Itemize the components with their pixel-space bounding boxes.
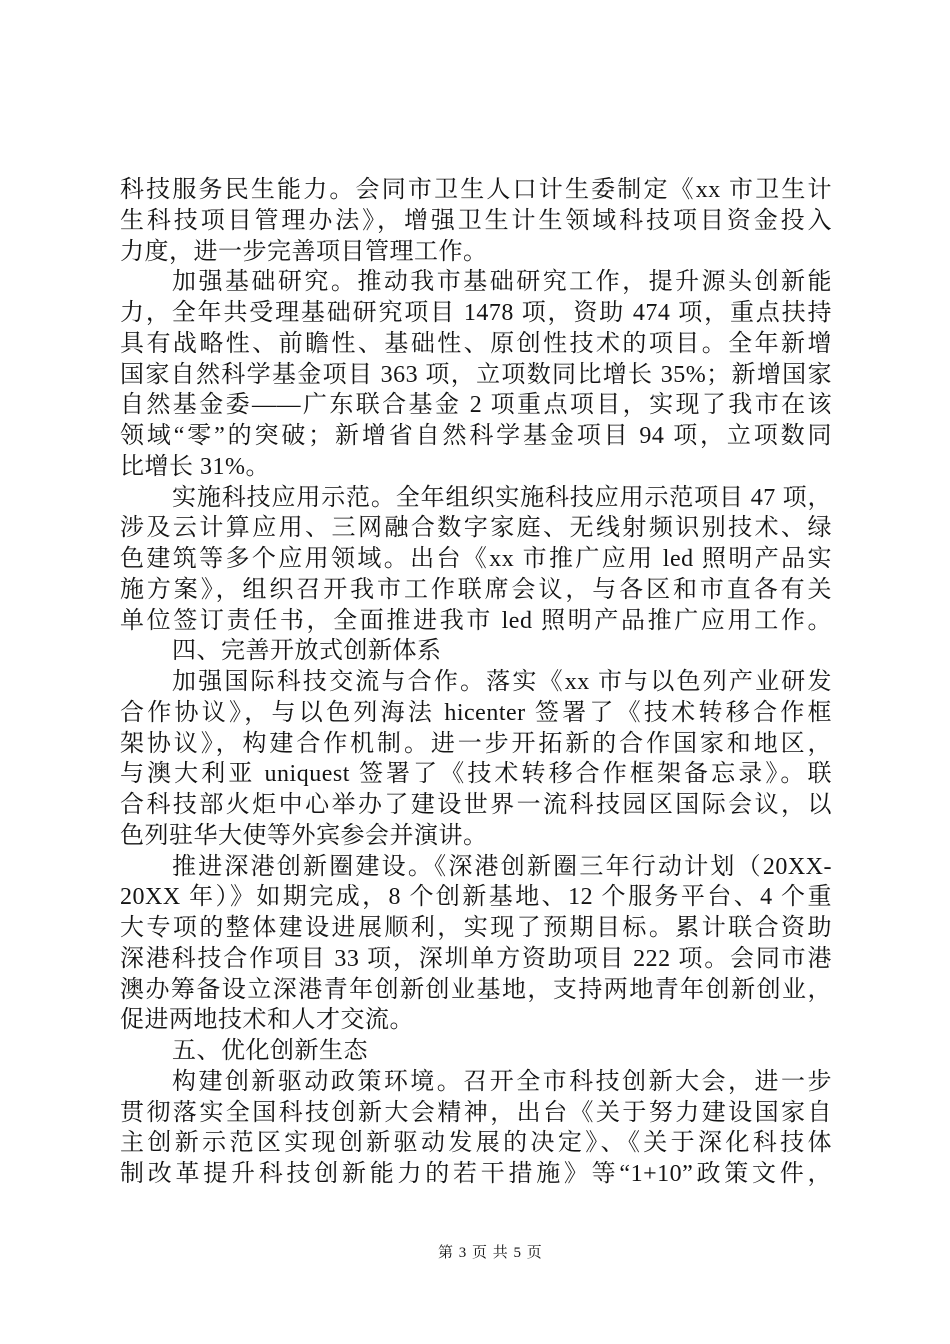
text-line: 合科技部火炬中心举办了建设世界一流科技园区国际会议，以 — [120, 792, 832, 818]
text-line: 力度，进一步完善项目管理工作。 — [120, 238, 488, 265]
text-line: 澳办筹备设立深港青年创新创业基地，支持两地青年创新创业， — [120, 976, 832, 1003]
page-footer — [438, 1241, 543, 1262]
text-line: 单位签订责任书，全面推进我市 led 照明产品推广应用工作。 — [120, 607, 832, 634]
document-body — [120, 175, 832, 1190]
text-line: 构建创新驱动政策环境。召开全市科技创新大会，进一步 — [172, 1068, 832, 1095]
text-line: 促进两地技术和人才交流。 — [120, 1007, 414, 1034]
text-line: 具有战略性、前瞻性、基础性、原创性技术的项目。全年新增 — [120, 330, 832, 357]
text-line: 合作协议》，与以色列海法 hicenter 签署了《技术转移合作框 — [120, 699, 832, 726]
text-line: 自然基金委——广东联合基金 2 项重点项目，实现了我市在该 — [120, 392, 832, 419]
text-line: 加强基础研究。推动我市基础研究工作，提升源头创新能 — [172, 269, 832, 296]
text-line: 加强国际科技交流与合作。落实《xx 市与以色列产业研发 — [172, 669, 832, 695]
text-line: 生科技项目管理办法》，增强卫生计生领域科技项目资金投入 — [120, 207, 832, 234]
text-line: 国家自然科学基金项目 363 项，立项数同比增长 35%；新增国家 — [120, 361, 832, 388]
text-line: 深港科技合作项目 33 项，深圳单方资助项目 222 项。会同市港 — [120, 945, 832, 972]
text-line: 四、完善开放式创新体系 — [172, 638, 442, 665]
text-line: 五、优化创新生态 — [172, 1038, 368, 1064]
text-line: 制改革提升科技创新能力的若干措施》等“1+10”政策文件， — [120, 1161, 832, 1187]
text-line: 色建筑等多个应用领域。出台《xx 市推广应用 led 照明产品实 — [120, 546, 832, 572]
text-line: 20XX 年）》如期完成，8 个创新基地、12 个服务平台、4 个重 — [120, 884, 832, 911]
text-line: 涉及云计算应用、三网融合数字家庭、无线射频识别技术、绿 — [120, 515, 832, 542]
page-number-label: 第 3 页 共 5 页 — [438, 1245, 543, 1261]
text-line: 领域“零”的突破；新增省自然科学基金项目 94 项，立项数同 — [120, 423, 832, 449]
text-line: 贯彻落实全国科技创新大会精神，出台《关于努力建设国家自 — [120, 1099, 832, 1126]
text-line: 比增长 31%。 — [120, 453, 270, 480]
text-line: 大专项的整体建设进展顺利，实现了预期目标。累计联合资助 — [120, 915, 832, 941]
text-line: 推进深港创新圈建设。《深港创新圈三年行动计划（20XX- — [172, 853, 832, 880]
text-line: 主创新示范区实现创新驱动发展的决定》、《关于深化科技体 — [120, 1130, 832, 1157]
text-line: 科技服务民生能力。会同市卫生人口计生委制定《xx 市卫生计 — [120, 177, 832, 203]
text-line: 色列驻华大使等外宾参会并演讲。 — [120, 822, 488, 849]
text-line: 力，全年共受理基础研究项目 1478 项，资助 474 项，重点扶持 — [120, 300, 832, 326]
text-line: 与澳大利亚 uniquest 签署了《技术转移合作框架备忘录》。联 — [120, 761, 832, 788]
text-line: 实施科技应用示范。全年组织实施科技应用示范项目 47 项， — [172, 484, 832, 511]
text-line: 施方案》，组织召开我市工作联席会议，与各区和市直各有关 — [120, 576, 832, 603]
text-line: 架协议》，构建合作机制。进一步开拓新的合作国家和地区， — [120, 730, 832, 757]
